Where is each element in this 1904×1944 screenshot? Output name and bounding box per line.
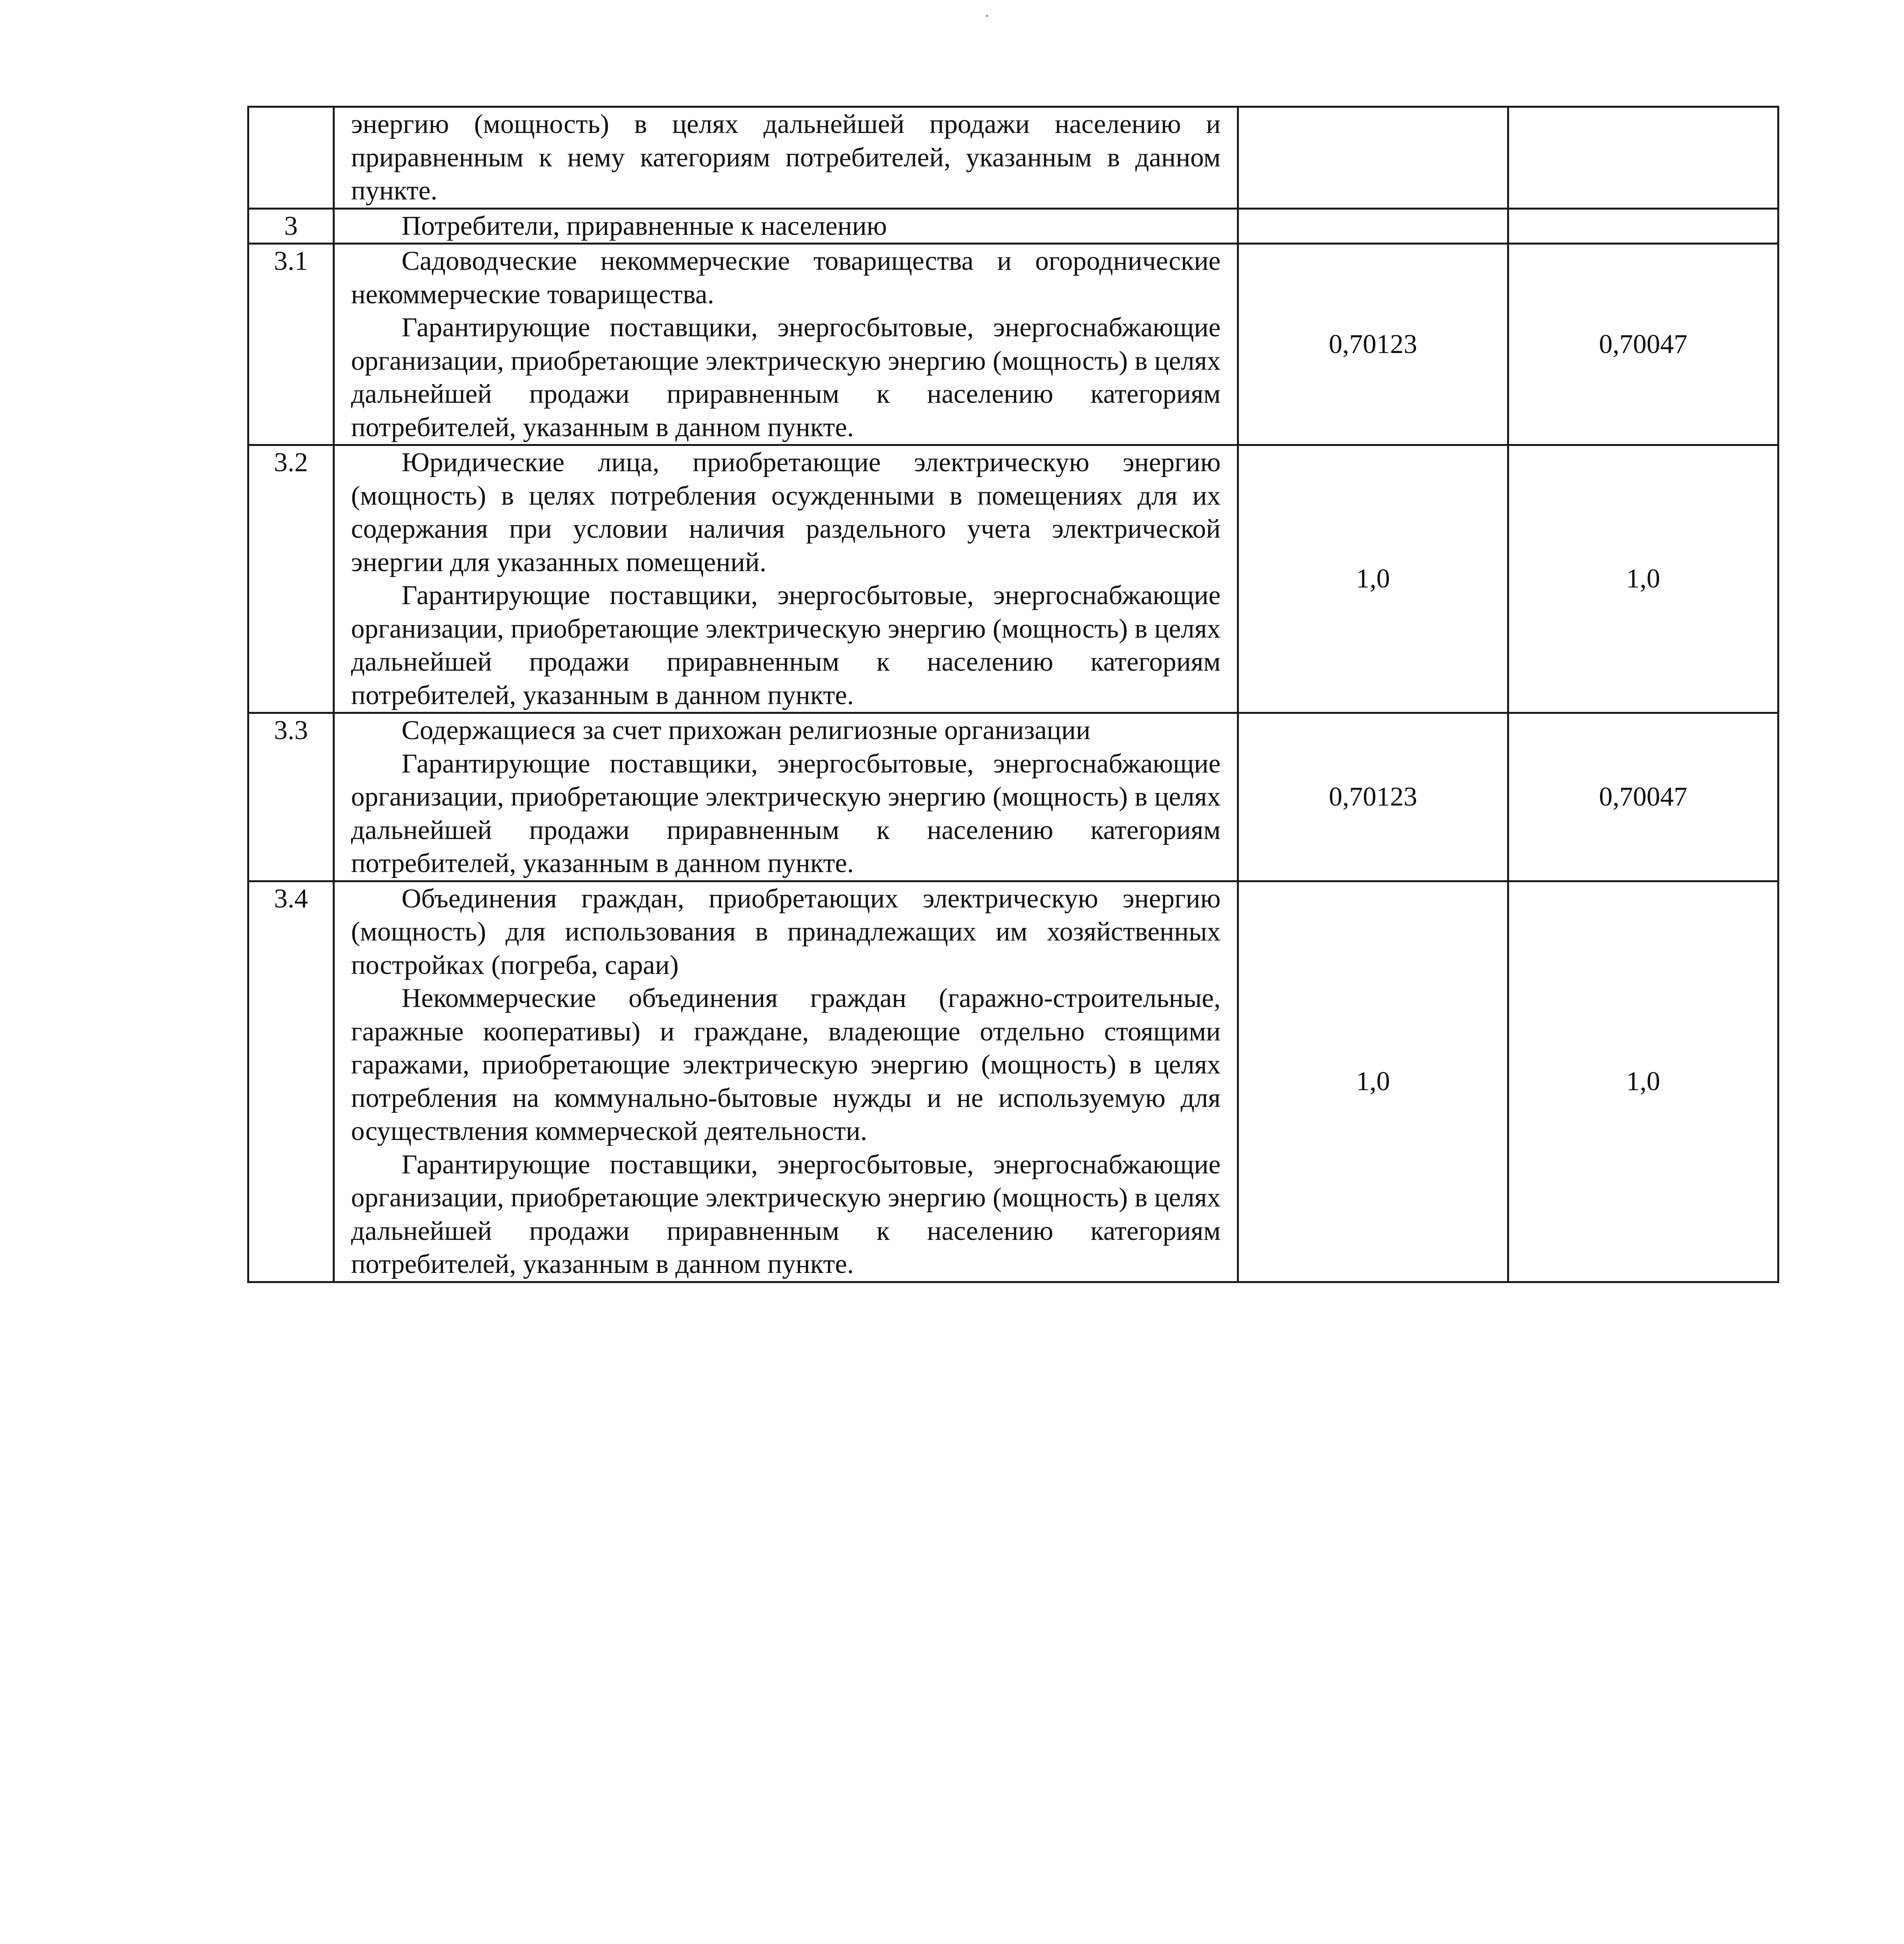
- table-row: [248, 445, 1778, 713]
- description-paragraph: Содержащиеся за счет прихожан религиозные организации: [402, 715, 1091, 745]
- row-number: 3.4: [248, 881, 334, 1282]
- description-paragraph: Садоводческие некоммерческие товарищества и огороднические некоммерческие товарищества.: [351, 246, 1221, 309]
- row-description: [334, 713, 1238, 881]
- value-cell-2: [1508, 107, 1778, 209]
- description-paragraph: энергию (мощность) в целях дальнейшей продажи населению и приравненным к нему категориям потребителей, указанным в данном пункте.: [351, 109, 1221, 206]
- value-cell-1: 1,0: [1238, 881, 1508, 1282]
- description-paragraph: Объединения граждан, приобретающих электрическую энергию (мощность) для использования в принадлежащих им хозяйственных постройках (погреба, сараи): [351, 883, 1221, 980]
- description-paragraph: Гарантирующие поставщики, энергосбытовые, энергоснабжающие организации, приобретающие электрическую энергию (мощность) в целях дальнейшей продажи приравненным к населению категориям потребителей, указанным в данном пункте.: [351, 580, 1221, 710]
- row-description: [334, 208, 1238, 244]
- tariff-table: [247, 106, 1779, 1283]
- value-cell-1: 1,0: [1238, 445, 1508, 713]
- page-mark: [986, 15, 988, 17]
- description-paragraph: Некоммерческие объединения граждан (гаражно-строительные, гаражные кооперативы) и граждане, владеющие отдельно стоящими гаражами, приобретающие электрическую энергию (мощность) в целях потребления на коммунально-бытовые нужды и не используемую для осуществления коммерческой деятельности.: [351, 983, 1221, 1146]
- value-cell-2: 0,70047: [1508, 244, 1778, 445]
- row-number: [248, 107, 334, 209]
- description-paragraph: Потребители, приравненные к населению: [402, 211, 887, 241]
- value-cell-1: [1238, 107, 1508, 209]
- description-paragraph: Гарантирующие поставщики, энергосбытовые, энергоснабжающие организации, приобретающие электрическую энергию (мощность) в целях дальнейшей продажи приравненным к населению категориям потребителей, указанным в данном пункте.: [351, 313, 1221, 442]
- row-description: [334, 445, 1238, 713]
- value-cell-2: 1,0: [1508, 445, 1778, 713]
- row-number: 3.1: [248, 244, 334, 445]
- row-number: 3: [248, 208, 334, 244]
- description-paragraph: Гарантирующие поставщики, энергосбытовые, энергоснабжающие организации, приобретающие электрическую энергию (мощность) в целях дальнейшей продажи приравненным к населению категориям потребителей, указанным в данном пункте.: [351, 748, 1221, 878]
- row-number: 3.2: [248, 445, 334, 713]
- table-row: [248, 107, 1778, 209]
- table-row: [248, 713, 1778, 881]
- value-cell-1: 0,70123: [1238, 244, 1508, 445]
- table-row: [248, 881, 1778, 1282]
- description-paragraph: Гарантирующие поставщики, энергосбытовые, энергоснабжающие организации, приобретающие электрическую энергию (мощность) в целях дальнейшей продажи приравненным к населению категориям потребителей, указанным в данном пункте.: [351, 1149, 1221, 1279]
- value-cell-1: 0,70123: [1238, 713, 1508, 881]
- table-row: [248, 208, 1778, 244]
- row-number: 3.3: [248, 713, 334, 881]
- table-row: [248, 244, 1778, 445]
- description-paragraph: Юридические лица, приобретающие электрическую энергию (мощность) в целях потребления осужденными в помещениях для их содержания при условии наличия раздельного учета электрической энергии для указанных помещений.: [351, 448, 1221, 577]
- row-description: [334, 244, 1238, 445]
- value-cell-2: [1508, 208, 1778, 244]
- value-cell-2: 1,0: [1508, 881, 1778, 1282]
- value-cell-2: 0,70047: [1508, 713, 1778, 881]
- row-description: [334, 107, 1238, 209]
- value-cell-1: [1238, 208, 1508, 244]
- row-description: [334, 881, 1238, 1282]
